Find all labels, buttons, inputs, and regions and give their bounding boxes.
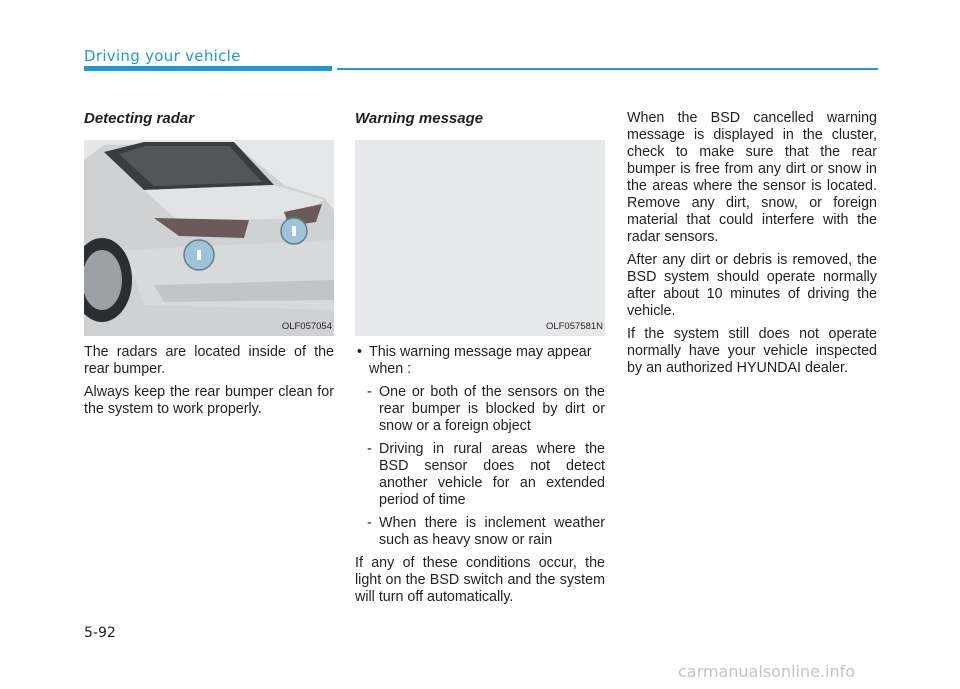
- heading-warning-message: Warning message: [355, 110, 484, 127]
- header-rule-thin: [337, 68, 878, 70]
- sub-item: [355, 384, 605, 435]
- header-rule-thick: [84, 66, 332, 71]
- page-number: 5-92: [84, 625, 116, 641]
- sub-item-text: Driving in rural areas where the BSD sensor does not detect another vehicle for an extended period of time: [379, 441, 605, 508]
- paragraph: The radars are located inside of the rear bumper.: [84, 344, 334, 377]
- sub-item-text: One or both of the sensors on the rear bumper is blocked by dirt or snow or a foreign object: [379, 384, 605, 434]
- paragraph: When the BSD cancelled warning message is displayed in the cluster, check to make sure that the rear bumper is free from any dirt or snow in the areas where the sensor is located. Remove any dirt, snow, or foreign material that could interfere with the radar sensors.: [627, 110, 877, 245]
- column-bsd-notes: [627, 110, 877, 383]
- sub-item: [355, 441, 605, 509]
- column-detecting-radar: [84, 108, 334, 424]
- sub-item: [355, 515, 605, 549]
- column-warning-message: [355, 108, 605, 612]
- figure-code: OLF057054: [281, 321, 332, 332]
- warning-figure: [355, 140, 605, 336]
- dash-icon: -: [367, 384, 372, 400]
- watermark: carmanualsonline.info: [678, 662, 856, 681]
- paragraph: If any of these conditions occur, the light on the BSD switch and the system will turn off automatically.: [355, 555, 605, 605]
- car-rear-figure: [84, 140, 334, 336]
- paragraph: Always keep the rear bumper clean for the system to work properly.: [84, 384, 334, 417]
- section-title: Driving your vehicle: [84, 47, 241, 65]
- bullet-icon: •: [357, 344, 363, 360]
- paragraph: After any dirt or debris is removed, the BSD system should operate normally after about 10 minutes of driving the vehicle.: [627, 252, 877, 319]
- sub-item-text: When there is inclement weather such as heavy snow or rain: [379, 515, 605, 548]
- bullet-text: This warning message may appear when :: [369, 344, 592, 377]
- car-rear-illustration: [84, 140, 334, 336]
- bullet-item: [355, 344, 605, 378]
- paragraph: If the system still does not operate normally have your vehicle inspected by an authorized HYUNDAI dealer.: [627, 326, 877, 376]
- heading-detecting-radar: Detecting radar: [84, 110, 195, 127]
- dash-icon: -: [367, 515, 372, 531]
- figure-code: OLF057581N: [545, 321, 603, 332]
- dash-icon: -: [367, 441, 372, 457]
